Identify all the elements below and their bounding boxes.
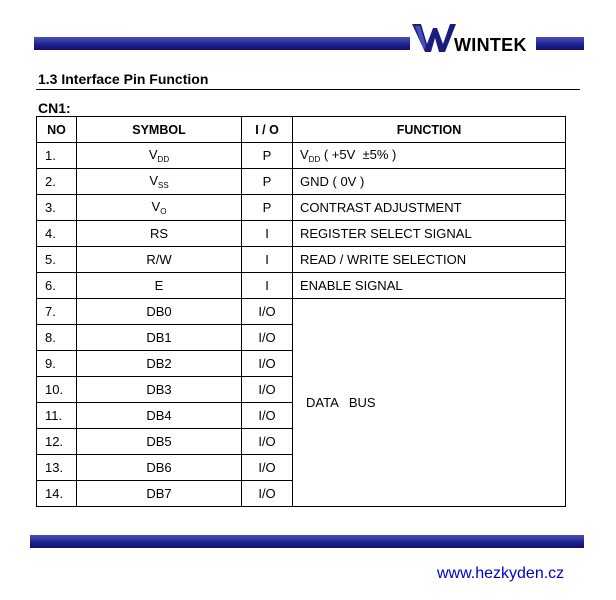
pin-io: I/O — [242, 377, 293, 403]
pin-symbol: R/W — [77, 247, 242, 273]
pin-io: I/O — [242, 351, 293, 377]
brand-name: WINTEK — [454, 35, 527, 55]
pin-number: 10. — [37, 377, 77, 403]
pin-symbol: DB2 — [77, 351, 242, 377]
header-symbol: SYMBOL — [77, 117, 242, 143]
pin-function: READ / WRITE SELECTION — [293, 247, 566, 273]
pin-io: I/O — [242, 455, 293, 481]
pin-symbol: DB1 — [77, 325, 242, 351]
connector-label: CN1: — [38, 100, 71, 116]
pin-io: I/O — [242, 325, 293, 351]
pin-number: 1. — [37, 143, 77, 169]
pin-symbol: DB5 — [77, 429, 242, 455]
table-row — [37, 169, 566, 195]
pin-number: 9. — [37, 351, 77, 377]
pin-function-table — [36, 116, 566, 507]
pin-function: REGISTER SELECT SIGNAL — [293, 221, 566, 247]
pin-function: ENABLE SIGNAL — [293, 273, 566, 299]
pin-io: I/O — [242, 481, 293, 507]
pin-number: 2. — [37, 169, 77, 195]
pin-io: I/O — [242, 429, 293, 455]
pin-number: 7. — [37, 299, 77, 325]
header-bar-right — [536, 37, 584, 50]
pin-symbol: DB4 — [77, 403, 242, 429]
pin-symbol: $V_{DD}$ — [77, 143, 242, 169]
pin-io: P — [242, 143, 293, 169]
pin-symbol: $V_{SS}$ — [77, 169, 242, 195]
pin-symbol: E — [77, 273, 242, 299]
table-row — [37, 195, 566, 221]
table-header-row — [37, 117, 566, 143]
pin-function: CONTRAST ADJUSTMENT — [293, 195, 566, 221]
header-no: NO — [37, 117, 77, 143]
pin-io: I — [242, 273, 293, 299]
table-row — [37, 273, 566, 299]
footer-website-link[interactable]: www.hezkyden.cz — [437, 565, 565, 582]
table-row — [37, 299, 566, 325]
pin-number: 11. — [37, 403, 77, 429]
pin-number: 4. — [37, 221, 77, 247]
pin-number: 5. — [37, 247, 77, 273]
pin-function: GND ( 0V ) — [293, 169, 566, 195]
header-function: FUNCTION — [293, 117, 566, 143]
section-title: 1.3 Interface Pin Function — [38, 71, 209, 87]
pin-symbol: DB6 — [77, 455, 242, 481]
pin-io: I — [242, 247, 293, 273]
pin-number: 13. — [37, 455, 77, 481]
pin-number: 3. — [37, 195, 77, 221]
table-row — [37, 143, 566, 169]
pin-number: 12. — [37, 429, 77, 455]
wintek-logo — [412, 22, 534, 54]
pin-number: 6. — [37, 273, 77, 299]
pin-io: P — [242, 195, 293, 221]
data-bus-function: DATA BUS — [293, 299, 566, 507]
pin-symbol: DB3 — [77, 377, 242, 403]
pin-symbol: $V_O$ — [77, 195, 242, 221]
title-divider — [36, 89, 580, 90]
pin-function: $V_{DD}$ ( +5V ±5% ) — [293, 143, 566, 169]
pin-symbol: DB0 — [77, 299, 242, 325]
table-row — [37, 247, 566, 273]
pin-io: I/O — [242, 403, 293, 429]
wintek-logo-icon — [412, 22, 456, 54]
table-row — [37, 221, 566, 247]
pin-io: I/O — [242, 299, 293, 325]
pin-symbol: DB7 — [77, 481, 242, 507]
pin-number: 8. — [37, 325, 77, 351]
pin-number: 14. — [37, 481, 77, 507]
pin-symbol: RS — [77, 221, 242, 247]
footer-bar — [30, 535, 584, 548]
pin-io: P — [242, 169, 293, 195]
header-io: I / O — [242, 117, 293, 143]
header-bar-left — [34, 37, 410, 50]
pin-io: I — [242, 221, 293, 247]
